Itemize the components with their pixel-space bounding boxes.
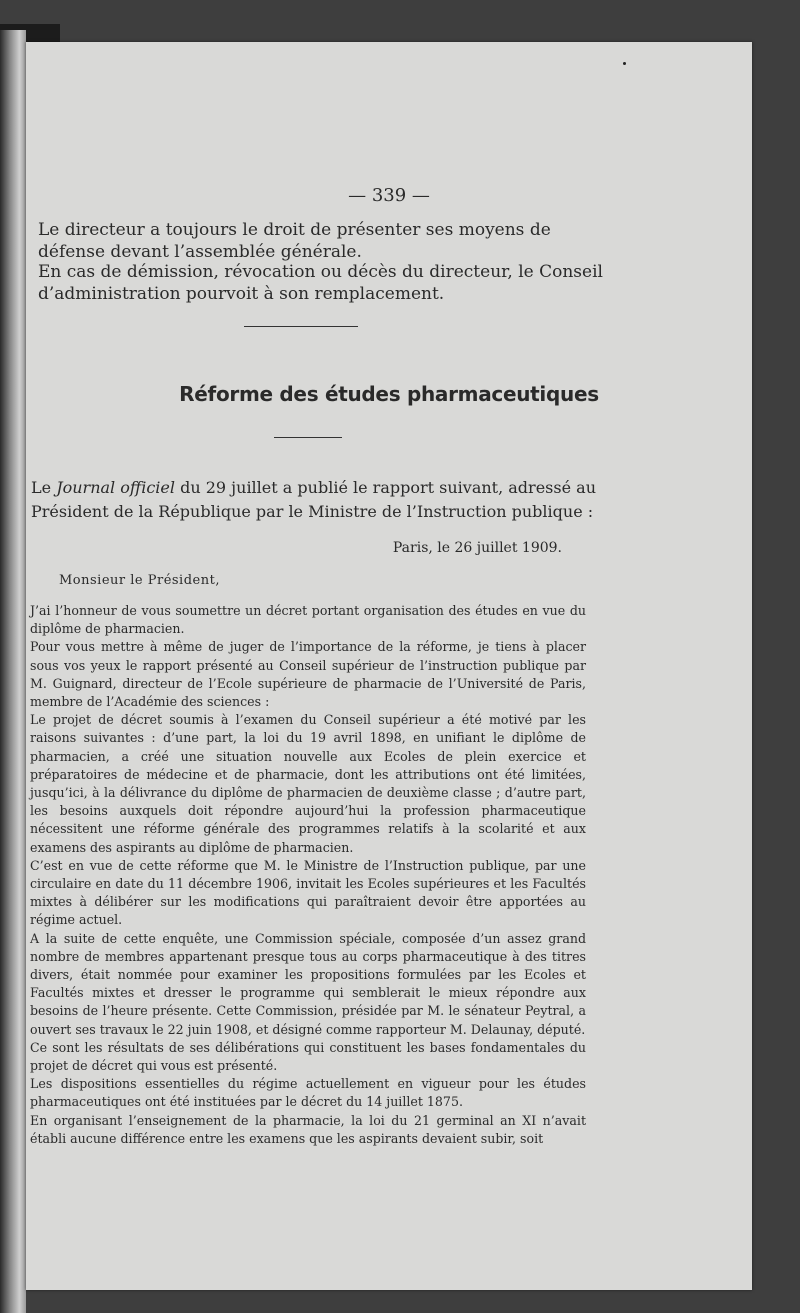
body-paragraph: C’est en vue de cette réforme que M. le Ministre de l’Instruction publique, par une circulaire en date du 11 décembre 1906, invitait les Ecoles supérieures et les Facultés mixtes à délibérer sur les modifications qui paraîtraient devoir être apportées au régime actuel.: [30, 857, 586, 928]
dateline: Paris, le 26 juillet 1909.: [392, 540, 562, 556]
salutation: Monsieur le Président,: [59, 573, 220, 588]
book-binding: [0, 30, 26, 1313]
paragraph-defense: Le directeur a toujours le droit de présenter ses moyens de défense devant l’assemblée générale.: [38, 220, 551, 262]
body-paragraph: Le projet de décret soumis à l’examen du Conseil supérieur a été motivé par les raisons suivantes : d’une part, la loi du 19 avril 1898, en unifiant le diplôme de pharmacien, a créé une situation nouvelle aux Ecoles de plein exercice et préparatoires de médecine et de pharmacie, dont les attributions ont été limitées, jusqu’ici, à la délivrance du diplôme de pharmacien de deuxième classe ; d’autre part, les besoins auxquels doit répondre aujourd’hui la profession pharmaceutique nécessitent une réforme générale des programmes relatifs à la scolarité et aux examens des aspirants au diplôme de pharmacien.: [30, 712, 586, 855]
body-paragraph: Ce sont les résultats de ses délibérations qui constituent les bases fondamentales du projet de décret qui vous est présenté.: [30, 1039, 586, 1074]
body-paragraph: A la suite de cette enquête, une Commission spéciale, composée d’un assez grand nombre de membres appartenant presque tous au corps pharmaceutique à des titres divers, était nommée pour examiner les propositions formulées par les Ecoles et Facultés mixtes et dresser le programme qui semblerait le mieux répondre aux besoins de l’heure présente. Cette Commission, présidée par M. le sénateur Peytral, a ouvert ses travaux le 22 juin 1908, et désigné comme rapporteur M. Delaunay, député.: [30, 930, 586, 1037]
intro-text-end: du 29 juillet a publié le rapport suivant, adressé au Président de la République par le Ministre de l’Instruction publique :: [31, 478, 596, 521]
body-paragraph: Pour vous mettre à même de juger de l’importance de la réforme, je tiens à placer sous vos yeux le rapport présenté au Conseil supérieur de l’instruction publique par M. Guignard, directeur de l’Ecole supérieure de pharmacie de l’Université de Paris, membre de l’Académie des sciences :: [30, 639, 586, 710]
divider-top: [244, 326, 358, 327]
section-title: Réforme des études pharmaceutiques: [179, 382, 599, 406]
page-speck: [623, 62, 626, 65]
paragraph-replacement: En cas de démission, révocation ou décès du directeur, le Conseil d’administration pourvoit à son remplacement.: [38, 262, 603, 304]
body-paragraph: En organisant l’enseignement de la pharmacie, la loi du 21 germinal an XI n’avait établi aucune différence entre les examens que les aspirants devaient subir, soit: [30, 1112, 586, 1146]
body-paragraph: Les dispositions essentielles du régime actuellement en vigueur pour les études pharmaceutiques ont été instituées par le décret du 14 juillet 1875.: [30, 1076, 586, 1110]
intro-text-start: Le: [31, 478, 57, 497]
divider-under-title: [274, 437, 342, 438]
intro-paragraph: [31, 476, 596, 524]
body-paragraph: J’ai l’honneur de vous soumettre un décret portant organisation des études en vue du diplôme de pharmacien.: [30, 603, 586, 637]
journal-officiel: Journal officiel: [56, 478, 175, 497]
page-number: — 339 —: [348, 185, 430, 206]
book-page: [26, 42, 752, 1290]
report-body: [30, 602, 586, 1148]
